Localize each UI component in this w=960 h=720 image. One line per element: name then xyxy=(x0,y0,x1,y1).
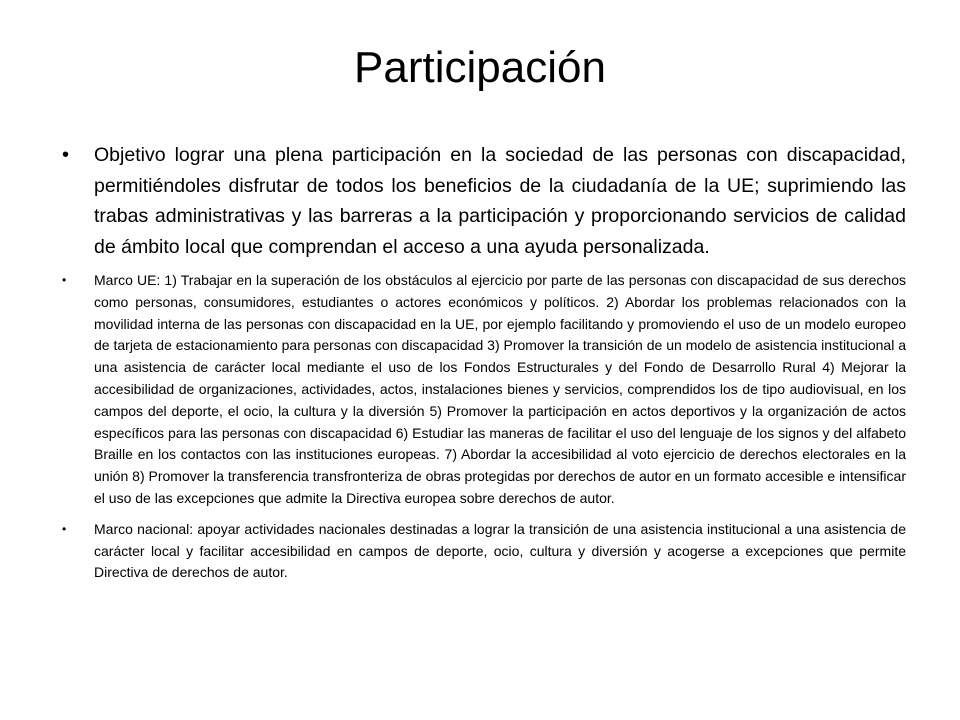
bullet-objetivo xyxy=(54,140,906,262)
bullet-dot-icon: • xyxy=(62,144,70,166)
bullet-objetivo-text: Objetivo lograr una plena participación en la sociedad de las personas con discapacidad, permitiéndoles disfrutar de todos los beneficios de la ciudadanía de la UE; suprimiendo las trabas administrativas y las barreras a la participación y proporcionando servicios de calidad de ámbito local que comprendan el acceso a una ayuda personalizada. xyxy=(94,144,906,258)
bullet-marco-ue-text: Marco UE: 1) Trabajar en la superación de los obstáculos al ejercicio por parte de las personas con discapacidad de sus derechos como personas, consumidores, estudiantes o actores económicos y políticos. 2) Abordar los problemas relacionados con la movilidad interna de las personas con discapacidad en la UE, por ejemplo facilitando y promoviendo el uso de un modelo europeo de tarjeta de estacionamiento para personas con discapacidad 3) Promover la transición de un modelo de asistencia institucional a una asistencia de carácter local mediante el uso de los Fondos Estructurales y del Fondo de Desarrollo Rural 4) Mejorar la accesibilidad de organizaciones, actividades, actos, instalaciones bienes y servicios, comprendidos los de tipo audiovisual, en los campos del deporte, el ocio, la cultura y la diversión 5) Promover la participación en actos deportivos y la organización de actos específicos para las personas con discapacidad 6) Estudiar las maneras de facilitar el uso del lenguaje de los signos y del alfabeto Braille en los contactos con las instituciones europeas. 7) Abordar la accesibilidad al voto ejercicio de derechos electorales en la unión 8) Promover la transferencia transfronteriza de obras protegidas por derechos de autor en un formato accesible e intensificar el uso de las excepciones que admite la Directiva europea sobre derechos de autor. xyxy=(94,272,906,506)
bullet-marco-nacional xyxy=(54,519,906,584)
bullet-list xyxy=(54,140,906,593)
bullet-marco-ue xyxy=(54,270,906,510)
bullet-dot-icon: • xyxy=(62,273,67,287)
bullet-dot-icon: • xyxy=(62,521,67,536)
slide-title: Participación xyxy=(354,43,606,92)
bullet-marco-nacional-text: Marco nacional: apoyar actividades nacionales destinadas a lograr la transición de una asistencia institucional a una asistencia de carácter local y facilitar accesibilidad en campos de deporte, ocio, cultura y diversión y acogerse a excepciones que permite Directiva de derechos de autor. xyxy=(94,520,906,581)
